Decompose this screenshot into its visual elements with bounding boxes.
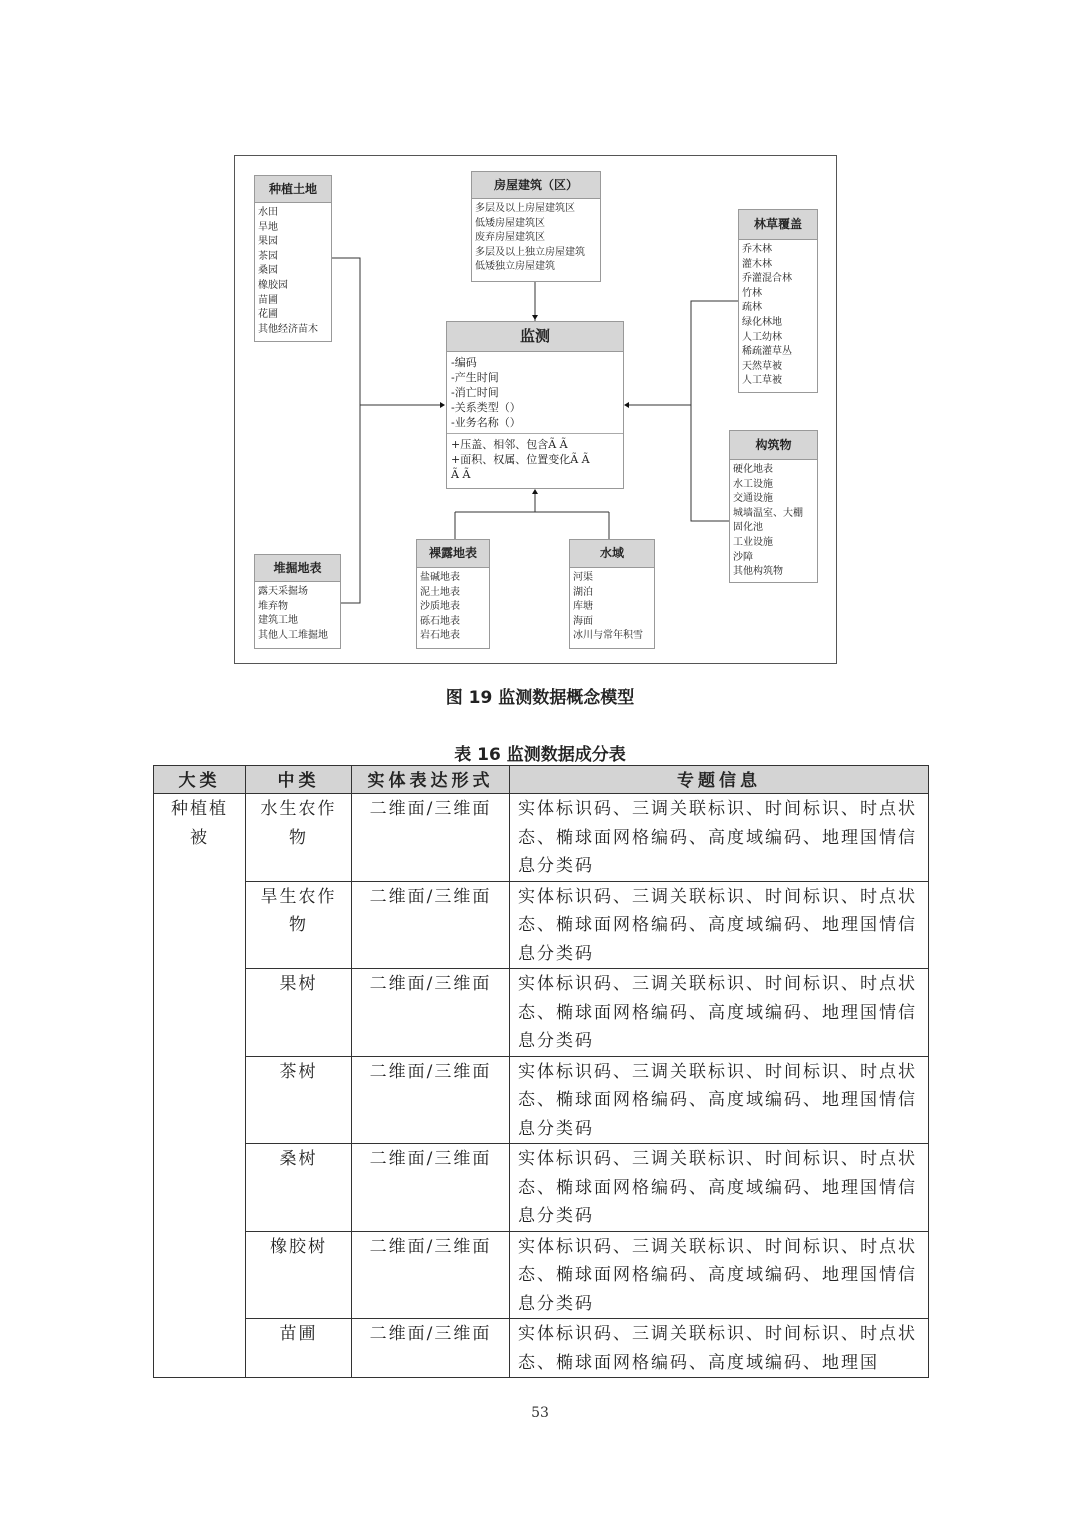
list-item: 绿化林地 [742,316,782,328]
structures-box [729,430,818,583]
list-item: 海面 [573,615,593,627]
list-item: 冰川与常年积雪 [573,630,643,642]
attribute-item: -关系类型（） [451,401,521,414]
thematic-info-cell: 实体标识码、三调关联标识、时间标识、时点状态、椭球面网格编码、高度域编码、地理国情信息分类码 [510,794,929,882]
structures-title: 构筑物 [730,431,817,460]
planting-land-title: 种植土地 [255,176,331,203]
excavation-box [254,554,341,649]
entity-form-cell: 二维面/三维面 [352,969,510,1057]
bare-surface-items [417,568,489,647]
list-item: 茶园 [258,250,278,262]
major-class-text: 种植植被 [171,799,228,848]
thematic-info-cell: 实体标识码、三调关联标识、时间标识、时点状态、椭球面网格编码、高度域编码、地理国情信息分类码 [510,1056,929,1144]
list-item: 工业设施 [733,536,773,548]
list-item: 人工幼林 [742,331,782,343]
header-major-class: 大类 [154,766,246,794]
list-item: 疏林 [742,302,762,314]
housing-items [472,199,600,278]
monitoring-class-box [446,321,624,489]
list-item: 竹林 [742,287,762,299]
list-item: 其他人工堆掘地 [258,629,328,641]
table-row [154,794,929,882]
water-title: 水域 [570,540,654,568]
thematic-info-cell: 实体标识码、三调关联标识、时间标识、时点状态、椭球面网格编码、高度域编码、地理国情信息分类码 [510,969,929,1057]
list-item: 乔木林 [742,244,772,255]
table-row [154,881,929,969]
header-thematic-info: 专题信息 [510,766,929,794]
attribute-item: -业务名称（） [451,416,521,429]
thematic-info-cell: 实体标识码、三调关联标识、时间标识、时点状态、椭球面网格编码、高度域编码、地理国 [510,1319,929,1378]
attribute-item: -消亡时间 [451,386,499,399]
figure-caption: 图 19 监测数据概念模型 [445,688,635,708]
thematic-info-cell: 实体标识码、三调关联标识、时间标识、时点状态、椭球面网格编码、高度域编码、地理国情信息分类码 [510,1144,929,1232]
thematic-info-cell: 实体标识码、三调关联标识、时间标识、时点状态、椭球面网格编码、高度域编码、地理国情信息分类码 [510,1231,929,1319]
list-item: 露天采掘场 [258,586,308,597]
list-item: 堆弃物 [258,600,288,612]
list-item: 水田 [258,207,278,218]
list-item: 多层及以上房屋建筑区 [475,203,575,214]
forest-grass-box [738,209,818,393]
list-item: 橡胶园 [258,279,288,291]
list-item: 河渠 [573,572,593,583]
list-item: 灌木林 [742,258,772,270]
table-header-row [154,766,929,794]
list-item: 多层及以上独立房屋建筑 [475,246,585,258]
water-items [570,568,654,647]
mid-class-cell: 水生农作物 [246,794,352,882]
planting-land-box [254,175,332,342]
list-item: 旱地 [258,221,278,233]
list-item: 水工设施 [733,478,773,490]
list-item: 低矮房屋建筑区 [475,217,545,229]
mid-class-cell: 茶树 [246,1056,352,1144]
list-item: 废弃房屋建筑区 [475,232,545,244]
planting-land-items [255,203,331,340]
list-item: 花圃 [258,309,278,321]
table-caption: 表 16 监测数据成分表 [454,745,626,765]
list-item: 建筑工地 [258,615,298,627]
list-item: 乔灌混合林 [742,273,792,285]
page-number: 53 [531,1405,549,1421]
forest-grass-items [739,240,817,392]
operation-item: Ã Ã [451,468,471,481]
mid-class-cell: 桑树 [246,1144,352,1232]
major-class-cell [154,794,246,1378]
operation-item: +面积、权属、位置变化Ã Ã [451,453,590,466]
bare-surface-title: 裸露地表 [417,540,489,568]
monitoring-attributes [447,352,623,433]
table-row [154,1231,929,1319]
list-item: 湖泊 [573,586,593,598]
monitoring-title: 监测 [447,322,623,352]
attribute-item: -产生时间 [451,371,499,384]
list-item: 城墙温室、大棚 [733,507,803,519]
excavation-items [255,582,340,646]
table-row [154,1056,929,1144]
list-item: 桑园 [258,265,278,277]
list-item: 其他经济苗木 [258,323,318,335]
list-item: 砾石地表 [420,615,460,627]
list-item: 苗圃 [258,294,278,306]
list-item: 交通设施 [733,493,773,505]
housing-title: 房屋建筑（区） [472,172,600,199]
entity-form-cell: 二维面/三维面 [352,1144,510,1232]
list-item: 硬化地表 [733,464,773,475]
thematic-info-cell: 实体标识码、三调关联标识、时间标识、时点状态、椭球面网格编码、高度域编码、地理国情信息分类码 [510,881,929,969]
list-item: 盐碱地表 [420,572,460,583]
list-item: 沙质地表 [420,601,460,613]
water-box [569,539,655,649]
table-row [154,1319,929,1378]
forest-grass-title: 林草覆盖 [739,210,817,240]
list-item: 低矮独立房屋建筑 [475,261,555,273]
header-entity-form: 实体表达形式 [352,766,510,794]
mid-class-cell: 橡胶树 [246,1231,352,1319]
monitoring-operations [447,433,623,485]
mid-class-cell: 苗圃 [246,1319,352,1378]
table-row [154,1144,929,1232]
list-item: 库塘 [573,601,593,613]
mid-class-cell: 旱生农作物 [246,881,352,969]
concept-model-diagram [234,155,837,664]
list-item: 稀疏灌草丛 [742,346,792,358]
list-item: 其他构筑物 [733,566,783,578]
components-table [153,765,929,1378]
list-item: 沙障 [733,551,753,563]
entity-form-cell: 二维面/三维面 [352,1319,510,1378]
attribute-item: -编码 [451,356,477,369]
list-item: 天然草被 [742,360,782,372]
list-item: 固化池 [733,522,763,534]
list-item: 人工草被 [742,375,782,387]
list-item: 泥土地表 [420,586,460,598]
table-row [154,969,929,1057]
list-item: 岩石地表 [420,630,460,642]
bare-surface-box [416,539,490,649]
entity-form-cell: 二维面/三维面 [352,1056,510,1144]
mid-class-cell: 果树 [246,969,352,1057]
entity-form-cell: 二维面/三维面 [352,1231,510,1319]
housing-box [471,171,601,282]
entity-form-cell: 二维面/三维面 [352,881,510,969]
operation-item: +压盖、相邻、包含Ã Ã [451,438,568,451]
structures-items [730,460,817,583]
list-item: 果园 [258,236,278,248]
header-mid-class: 中类 [246,766,352,794]
entity-form-cell: 二维面/三维面 [352,794,510,882]
excavation-title: 堆掘地表 [255,555,340,582]
